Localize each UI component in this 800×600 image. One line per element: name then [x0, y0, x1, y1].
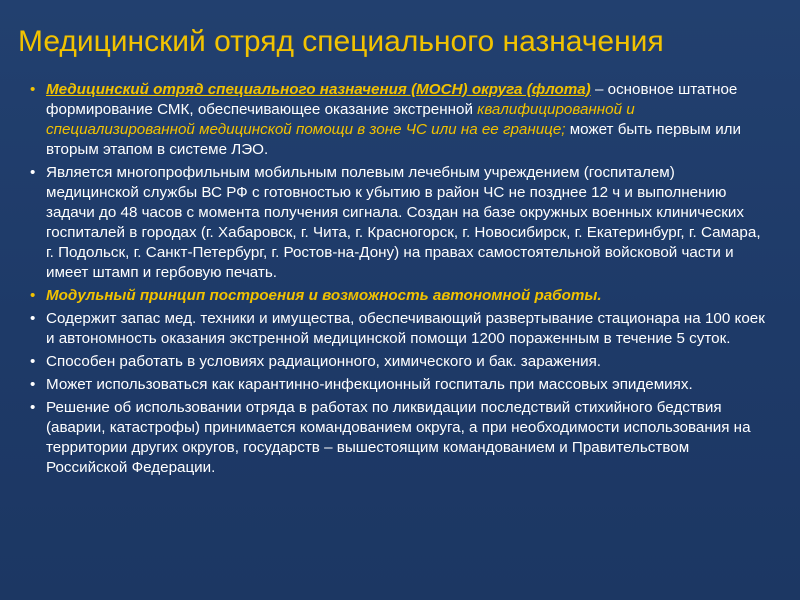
bullet-dot-icon: •: [30, 287, 36, 304]
slide-content: [28, 80, 768, 481]
bullet-2-text: Является многопрофильным мобильным полевым лечебным учреждением (госпиталем) медицинской службы ВС РФ с готовностью к убытию в район ЧС не позднее 12 ч и выполнению задачи до 48 часов с момента получения сигнала. Создан на базе окружных военных клинических госпиталей в городах (г. Хабаровск, г. Чита, г. Красногорск, г. Новосибирск, г. Екатеринбург, г. Самара, г. Подольск, г. Санкт-Петербург, г. Ростов-на-Дону) на правах самостоятельной войсковой части и имеет штамп и гербовую печать.: [46, 164, 761, 281]
bullet-1-highlight: Медицинский отряд специального назначения (МОСН) округа (флота): [46, 81, 591, 98]
bullet-dot-icon: •: [30, 399, 36, 416]
slide-title: Медицинский отряд специального назначения: [18, 25, 664, 58]
bullet-item-3: [28, 286, 768, 306]
bullet-dot-icon: •: [30, 81, 36, 98]
bullet-item-4: [28, 309, 768, 349]
bullet-item-1: [28, 80, 768, 160]
bullet-3-text: Модульный принцип построения и возможность автономной работы.: [46, 287, 602, 304]
bullet-1-highlight-2: квалифицированной и специализированной медицинской помощи в зоне ЧС или на ее границе;: [46, 101, 635, 138]
bullet-5-text: Способен работать в условиях радиационного, химического и бак. заражения.: [46, 353, 602, 370]
bullet-1-text-2: может быть первым или вторым этапом в системе ЛЭО.: [46, 121, 742, 158]
bullet-4-text: Содержит запас мед. техники и имущества, обеспечивающий развертывание стационара на 100 коек и автономность оказания экстренной медицинской помощи 1200 пораженным в течение 5 суток.: [46, 310, 765, 347]
bullet-dot-icon: •: [30, 164, 36, 181]
bullet-6-text: Может использоваться как карантинно-инфекционный госпиталь при массовых эпидемиях.: [46, 376, 693, 393]
bullet-dot-icon: •: [30, 310, 36, 327]
bullet-dot-icon: •: [30, 376, 36, 393]
bullet-7-text: Решение об использовании отряда в работах по ликвидации последствий стихийного бедствия (аварии, катастрофы) принимается командованием округа, а при необходимости использования на территории других округов, государств – вышестоящим командованием и Правительством Российской Федерации.: [46, 399, 751, 476]
bullet-item-7: [28, 398, 768, 478]
bullet-list: [28, 80, 768, 478]
bullet-1-text-1: – основное штатное формирование СМК, обеспечивающее оказание экстренной: [46, 81, 738, 118]
bullet-dot-icon: •: [30, 353, 36, 370]
bullet-item-2: [28, 163, 768, 283]
bullet-item-5: [28, 352, 768, 372]
bullet-item-6: [28, 375, 768, 395]
